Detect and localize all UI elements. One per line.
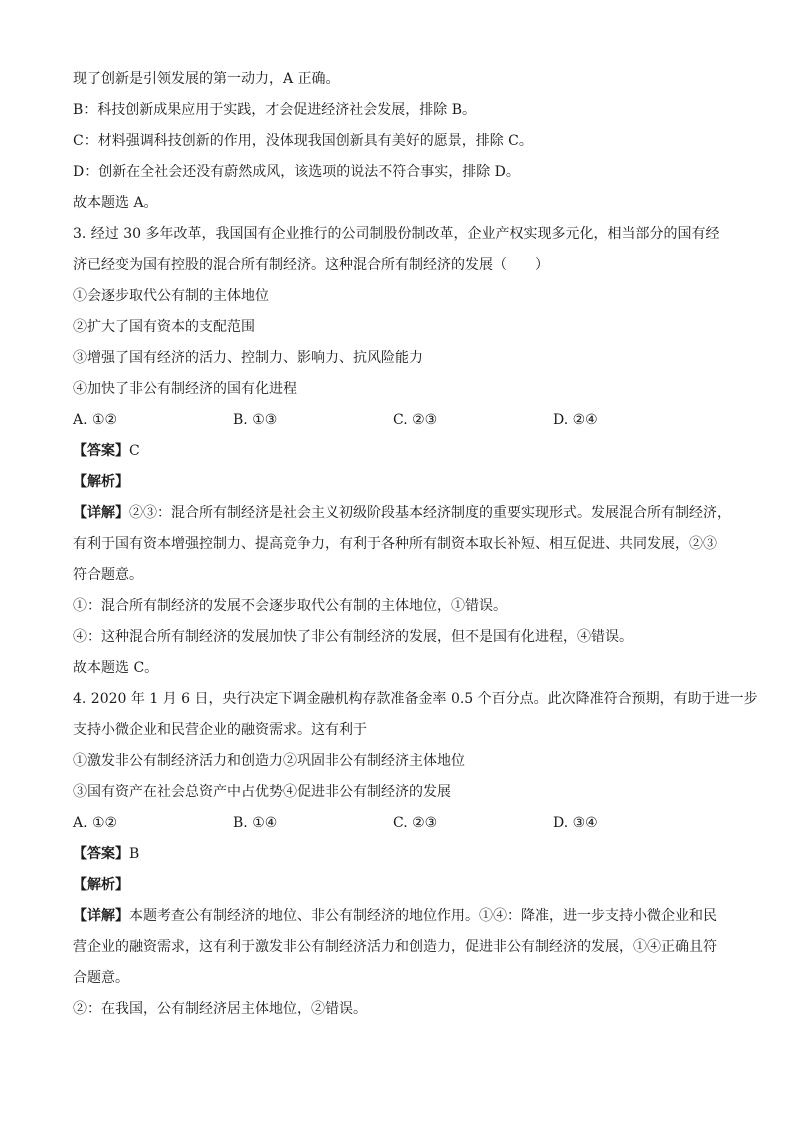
q3-detail: 符合题意。 — [73, 567, 143, 583]
prev-analysis-line: D：创新在全社会还没有蔚然成风，该选项的说法不符合事实，排除 D。 — [73, 164, 520, 180]
q4-detail: 合题意。 — [73, 970, 129, 986]
answer-tag: 【答案】 — [73, 846, 129, 862]
q4-detail — [73, 901, 733, 932]
q4-explain: ②：在我国，公有制经济居主体地位，②错误。 — [73, 1001, 367, 1017]
q3-explain: ①：混合所有制经济的发展不会逐步取代公有制的主体地位，①错误。 — [73, 598, 507, 614]
q4-option-b: B. ①④ — [233, 815, 278, 831]
answer-tag: 【答案】 — [73, 443, 129, 459]
q4-answer — [73, 839, 733, 870]
q3-stem: 济已经变为国有控股的混合所有制经济。这种混合所有制经济的发展（ ） — [73, 257, 549, 273]
q3-item: ①会逐步取代公有制的主体地位 — [73, 288, 269, 304]
prev-analysis-line: C：材料强调科技创新的作用，没体现我国创新具有美好的愿景，排除 C。 — [73, 133, 533, 149]
answer-value: B — [129, 846, 140, 862]
q4-option-c: C. ②③ — [393, 815, 438, 831]
detail-tag: 【详解】 — [73, 908, 129, 924]
prev-analysis-line: B：科技创新成果应用于实践，才会促进经济社会发展，排除 B。 — [73, 102, 477, 118]
q3-item: ②扩大了国有资本的支配范围 — [73, 319, 255, 335]
q3-analysis — [73, 467, 733, 498]
q3-detail: 有利于国有资本增强控制力、提高竞争力，有利于各种所有制资本取长补短、相互促进、共同发展，②③ — [73, 536, 717, 552]
q4-analysis — [73, 870, 733, 901]
q4-detail-text: 本题考查公有制经济的地位、非公有制经济的地位作用。①④：降准，进一步支持小微企业和民 — [129, 908, 717, 924]
q3-option-a: A. ①② — [73, 412, 118, 428]
q3-item: ④加快了非公有制经济的国有化进程 — [73, 381, 297, 397]
q4-stem: 支持小微企业和民营企业的融资需求。这有利于 — [73, 722, 367, 738]
q3-explain: ④：这种混合所有制经济的发展加快了非公有制经济的发展，但不是国有化进程，④错误。 — [73, 629, 633, 645]
prev-conclusion: 故本题选 A。 — [73, 195, 158, 211]
q3-answer — [73, 436, 733, 467]
q3-item: ③增强了国有经济的活力、控制力、影响力、抗风险能力 — [73, 350, 423, 366]
prev-analysis-line: 现了创新是引领发展的第一动力，A 正确。 — [73, 71, 340, 87]
document-page — [73, 64, 758, 1025]
q3-detail — [73, 498, 733, 529]
q3-option-d: D. ②④ — [553, 412, 598, 428]
q4-detail: 营企业的融资需求，这有利于激发非公有制经济活力和创造力，促进非公有制经济的发展，①④正确且符 — [73, 939, 717, 955]
q3-option-b: B. ①③ — [233, 412, 278, 428]
q3-options — [73, 405, 733, 436]
q4-stem: 4. 2020 年 1 月 6 日，央行决定下调金融机构存款准备金率 0.5 个百分点。此次降准符合预期，有助于进一步 — [73, 691, 758, 707]
q3-option-c: C. ②③ — [393, 412, 438, 428]
detail-tag: 【详解】 — [73, 505, 129, 521]
analysis-tag: 【解析】 — [73, 877, 129, 893]
q3-conclusion: 故本题选 C。 — [73, 660, 159, 676]
q4-option-a: A. ①② — [73, 815, 118, 831]
q4-item: ①激发非公有制经济活力和创造力②巩固非公有制经济主体地位 — [73, 753, 465, 769]
analysis-tag: 【解析】 — [73, 474, 129, 490]
q4-options — [73, 808, 733, 839]
q4-item: ③国有资产在社会总资产中占优势④促进非公有制经济的发展 — [73, 784, 451, 800]
answer-value: C — [129, 443, 140, 459]
q4-option-d: D. ③④ — [553, 815, 598, 831]
q3-stem: 3. 经过 30 多年改革，我国国有企业推行的公司制股份制改革，企业产权实现多元化，相当部分的国有经 — [73, 226, 720, 242]
q3-detail-text: ②③：混合所有制经济是社会主义初级阶段基本经济制度的重要实现形式。发展混合所有制经济， — [129, 505, 731, 521]
